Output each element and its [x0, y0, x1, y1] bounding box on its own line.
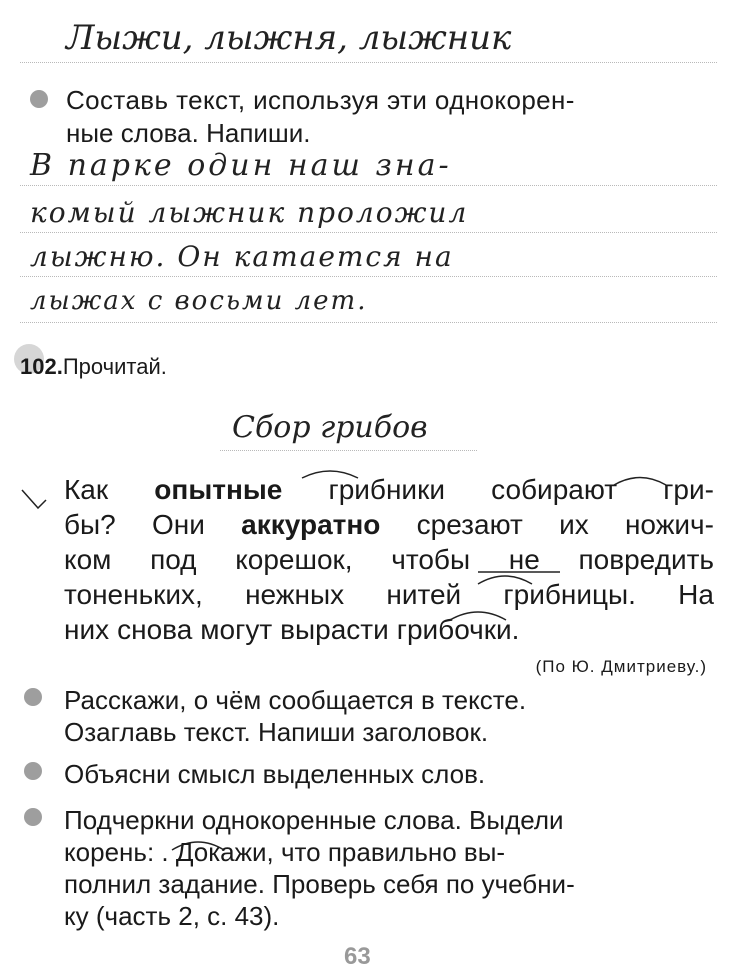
word: снова — [117, 614, 193, 645]
word: ножич- — [624, 509, 714, 540]
source-attribution: (По Ю. Дмитриеву.) — [535, 657, 707, 676]
task-text-line: Составь текст, используя эти однокорен- — [66, 85, 575, 115]
word: гри- — [663, 474, 714, 505]
reading-line — [64, 507, 714, 542]
task-text-line: ные слова. Напиши. — [66, 118, 311, 148]
word: них — [64, 614, 110, 645]
check-mark — [22, 490, 46, 508]
word: На — [678, 579, 714, 610]
ruled-line — [220, 450, 477, 451]
exercise-header — [20, 350, 167, 383]
ruled-line — [20, 276, 717, 277]
reading-line — [64, 542, 714, 577]
ruled-line — [20, 62, 717, 63]
word: собирают — [491, 474, 618, 505]
ruled-line — [20, 322, 717, 323]
handwritten-line: лыжах с восьми лет. — [30, 286, 368, 316]
reading-line — [64, 472, 714, 507]
bold-word: опытные — [154, 474, 283, 505]
handwritten-title: Сбор грибов — [232, 410, 428, 445]
ruled-line — [20, 232, 717, 233]
bullet-icon — [24, 762, 42, 780]
word: грибницы. — [503, 579, 636, 610]
word: Как — [64, 474, 109, 505]
exercise-number: 102. — [20, 354, 63, 379]
task-text-line: Подчеркни однокоренные слова. Выдели — [64, 805, 564, 835]
reading-line — [64, 612, 714, 647]
word: тоненьких, — [64, 579, 203, 610]
handwritten-line: В парке один наш зна- — [30, 148, 452, 183]
handwritten-heading: Лыжи, лыжня, лыжник — [66, 18, 512, 58]
task-text-line: полнил задание. Проверь себя по учебни- — [64, 869, 575, 899]
bullet-icon — [24, 808, 42, 826]
task-text-line: Объясни смысл выделенных слов. — [64, 759, 486, 789]
word: нежных — [245, 579, 345, 610]
word: их — [559, 509, 589, 540]
word: не — [508, 544, 540, 575]
word: вырасти — [280, 614, 389, 645]
bullet-icon — [24, 688, 42, 706]
word: Они — [152, 509, 205, 540]
word: срезают — [416, 509, 523, 540]
ruled-line — [20, 185, 717, 186]
task-text-line: Озаглавь текст. Напиши заголовок. — [64, 717, 489, 747]
word: бы? — [64, 509, 116, 540]
exercise-instruction: Прочитай. — [62, 354, 167, 379]
bullet-icon — [30, 90, 48, 108]
handwritten-line: лыжню. Он катается на — [30, 240, 454, 273]
word: могут — [200, 614, 273, 645]
reading-passage — [64, 472, 714, 647]
page-number: 63 — [344, 943, 371, 970]
word: грибники — [328, 474, 445, 505]
task-text-line: ку (часть 2, с. 43). — [64, 901, 280, 931]
word: корешок, — [235, 544, 353, 575]
task-text-line: Расскажи, о чём сообщается в тексте. — [64, 685, 527, 715]
reading-line — [64, 577, 714, 612]
word: под — [150, 544, 197, 575]
word: нитей — [386, 579, 462, 610]
task-text-line: корень: . Докажи, что правильно вы- — [64, 837, 506, 867]
word: повредить — [578, 544, 714, 575]
bold-word: аккуратно — [241, 509, 381, 540]
word: грибочки. — [396, 614, 520, 645]
word: ком — [64, 544, 112, 575]
word: чтобы — [391, 544, 471, 575]
handwritten-line: комый лыжник проложил — [30, 196, 469, 229]
